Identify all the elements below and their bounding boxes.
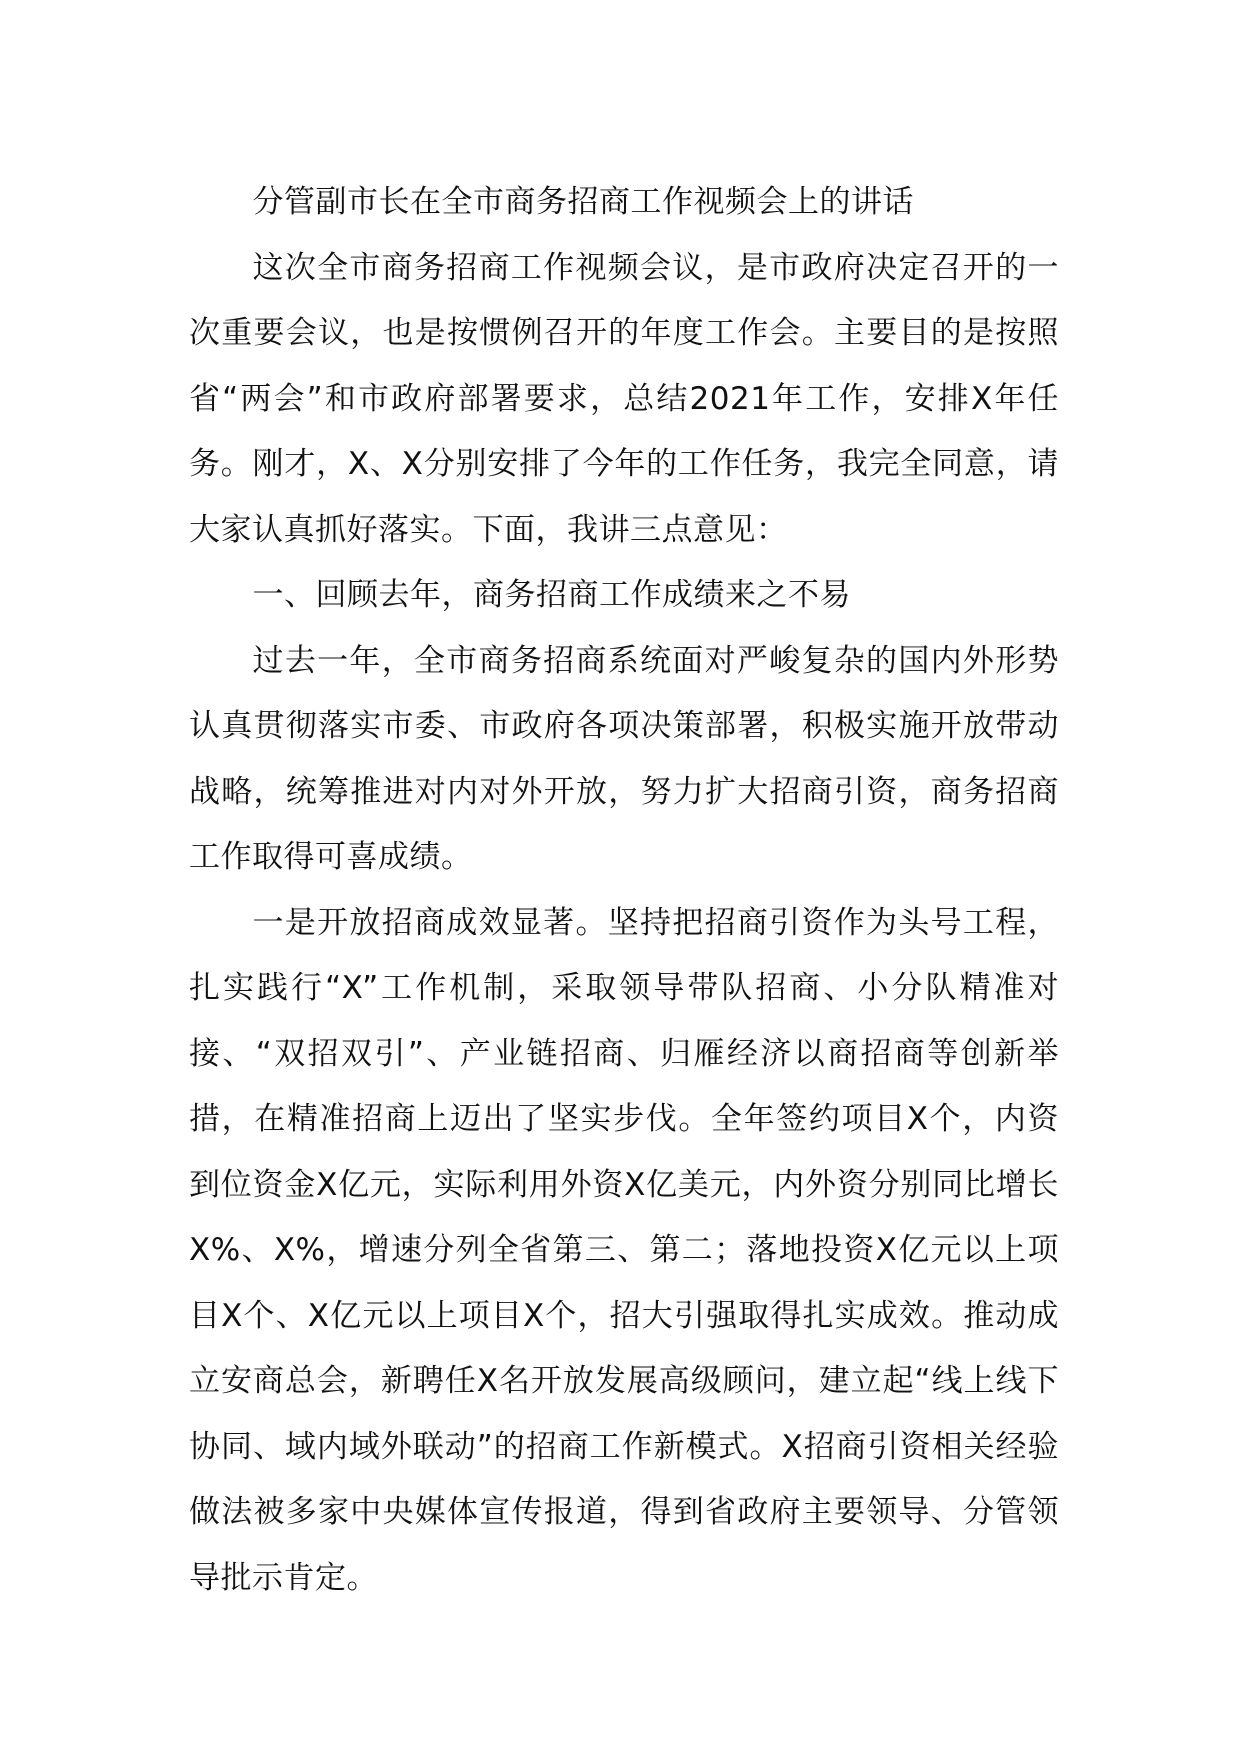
document-title: 分管副市长在全市商务招商工作视频会上的讲话	[252, 184, 915, 220]
section-heading: 一、回顾去年，商务招商工作成绩来之不易	[252, 577, 852, 613]
intro-paragraph: 这次全市商务招商工作视频会议，是市政府决定召开的一次重要会议，也是按惯例召开的年度工作会。主要目的是按照省“两会”和市政府部署要求，总结2021年工作，安排X年任务。刚才，X、X分别安排了今年的工作任务，我完全同意，请大家认真抓好落实。下面，我讲三点意见：	[189, 249, 1059, 548]
review-paragraph: 过去一年，全市商务招商系统面对严峻复杂的国内外形势认真贯彻落实市委、市政府各项决策部署，积极实施开放带动战略，统筹推进对内对外开放，努力扩大招商引资，商务招商工作取得可喜成绩。	[189, 642, 1059, 875]
document-body	[189, 170, 1059, 1611]
investment-paragraph: 一是开放招商成效显著。坚持把招商引资作为头号工程，扎实践行“X”工作机制，采取领导带队招商、小分队精准对接、“双招双引”、产业链招商、归雁经济以商招商等创新举措，在精准招商上迈出了坚实步伐。全年签约项目X个，内资到位资金X亿元，实际利用外资X亿美元，内外资分别同比增长X%、X%，增速分列全省第三、第二；落地投资X亿元以上项目X个、X亿元以上项目X个，招大引强取得扎实成效。推动成立安商总会，新聘任X名开放发展高级顾问，建立起“线上线下协同、域内域外联动”的招商工作新模式。X招商引资相关经验做法被多家中央媒体宣传报道，得到省政府主要领导、分管领导批示肯定。	[189, 904, 1059, 1596]
